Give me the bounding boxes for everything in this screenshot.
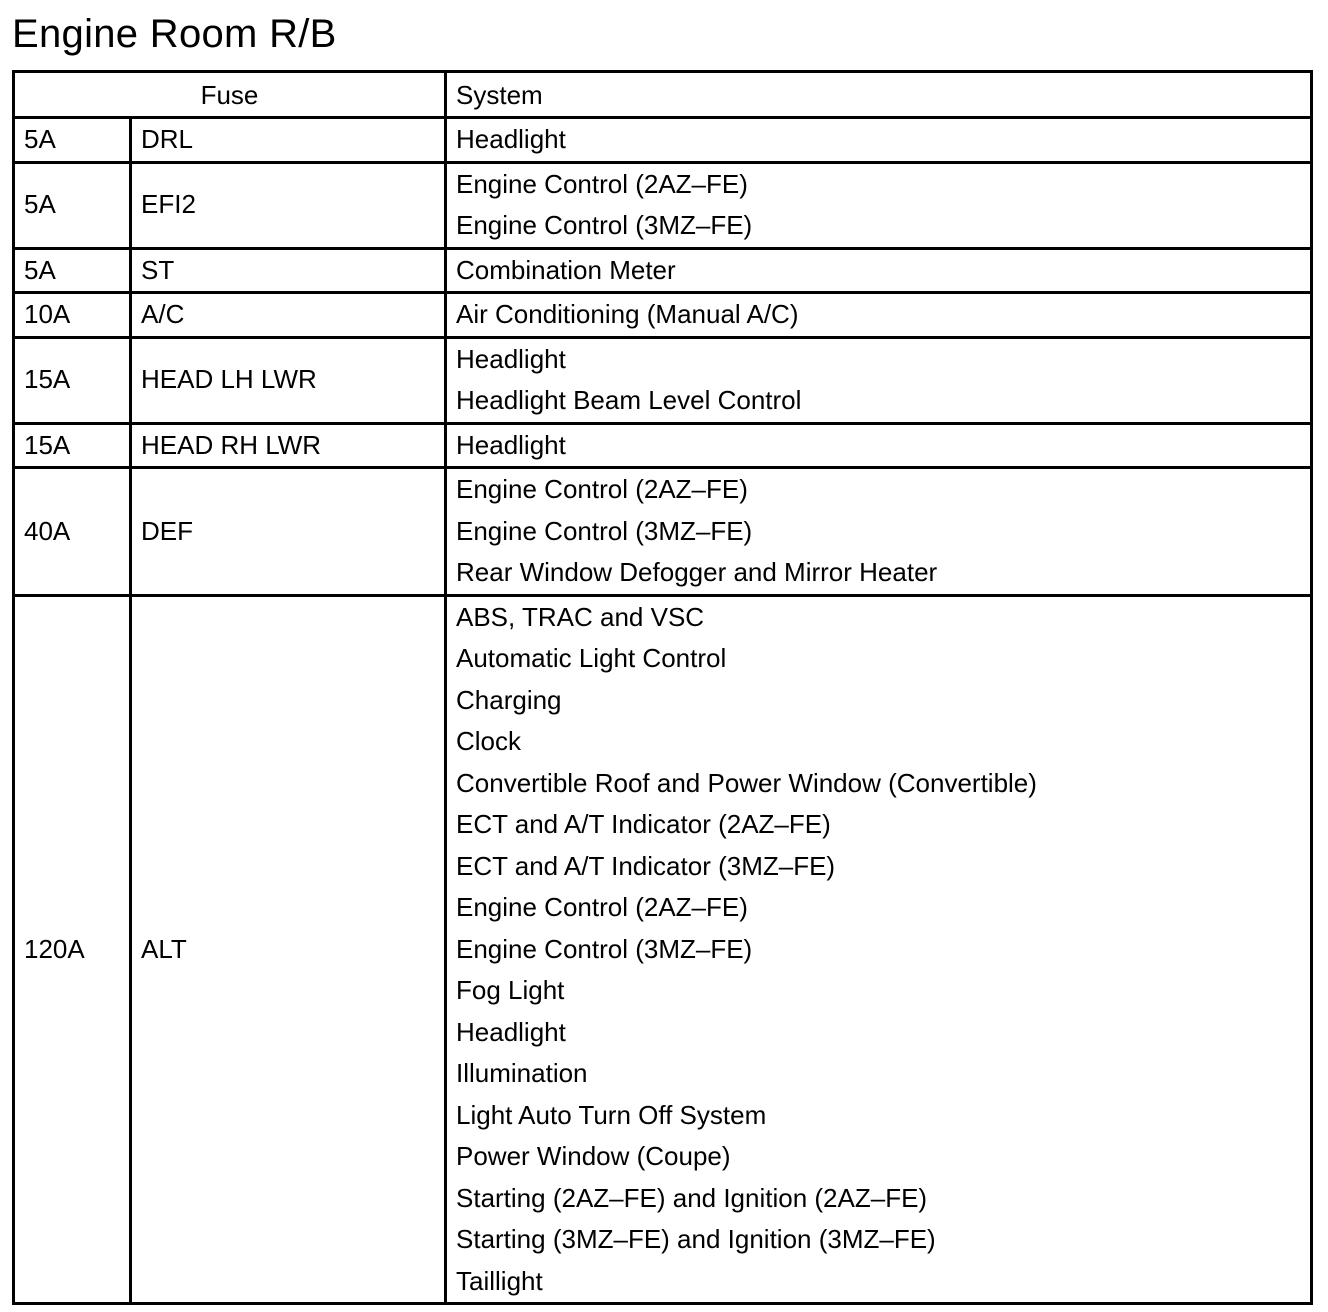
table-header-row xyxy=(14,72,1312,118)
system-item: Engine Control (3MZ–FE) xyxy=(456,210,753,240)
table-row xyxy=(14,337,1312,423)
system-item: Starting (3MZ–FE) and Ignition (3MZ–FE) xyxy=(456,1224,936,1254)
system-item: Clock xyxy=(456,726,522,756)
fuse-name-cell: DRL xyxy=(131,118,446,163)
system-item: Fog Light xyxy=(456,975,565,1005)
column-header-fuse: Fuse xyxy=(14,72,446,118)
column-header-system: System xyxy=(446,72,1312,118)
system-item: Starting (2AZ–FE) and Ignition (2AZ–FE) xyxy=(456,1182,928,1213)
system-item: Engine Control (2AZ–FE) xyxy=(456,474,748,504)
table-row xyxy=(14,423,1312,468)
table-row xyxy=(14,118,1312,163)
table-row xyxy=(14,595,1312,1304)
fuse-amperage-cell: 40A xyxy=(14,468,131,596)
system-item: ECT and A/T Indicator (3MZ–FE) xyxy=(456,850,836,881)
system-item: Headlight xyxy=(456,343,566,374)
fuse-name-cell: EFI2 xyxy=(131,162,446,248)
system-item: Taillight xyxy=(456,1265,543,1296)
system-cell xyxy=(446,423,1312,468)
system-item: Engine Control (2AZ–FE) xyxy=(456,892,748,922)
system-item: Light Auto Turn Off System xyxy=(456,1099,767,1130)
system-cell xyxy=(446,337,1312,423)
system-cell xyxy=(446,118,1312,163)
system-item: Combination Meter xyxy=(456,254,676,285)
fuse-amperage-cell: 5A xyxy=(14,162,131,248)
fuse-amperage-cell: 120A xyxy=(14,595,131,1304)
fuse-name-cell: A/C xyxy=(131,293,446,338)
fuse-amperage-cell: 15A xyxy=(14,423,131,468)
fuse-name-cell: HEAD LH LWR xyxy=(131,337,446,423)
fuse-amperage-cell: 15A xyxy=(14,337,131,423)
system-item: Engine Control (2AZ–FE) xyxy=(456,168,748,199)
table-row xyxy=(14,248,1312,293)
table-row xyxy=(14,162,1312,248)
system-item: Illumination xyxy=(456,1058,588,1088)
table-row xyxy=(14,468,1312,596)
system-cell xyxy=(446,162,1312,248)
system-item: Air Conditioning (Manual A/C) xyxy=(456,299,799,329)
fuse-amperage-cell: 10A xyxy=(14,293,131,338)
table-body xyxy=(14,118,1312,1304)
table-row xyxy=(14,293,1312,338)
system-item: Headlight Beam Level Control xyxy=(456,385,802,415)
system-item: ECT and A/T Indicator (2AZ–FE) xyxy=(456,809,831,839)
system-item: Convertible Roof and Power Window (Convertible) xyxy=(456,767,1037,798)
fuse-name-cell: HEAD RH LWR xyxy=(131,423,446,468)
system-item: Headlight xyxy=(456,124,566,154)
system-cell xyxy=(446,248,1312,293)
fuse-amperage-cell: 5A xyxy=(14,118,131,163)
page-title: Engine Room R/B xyxy=(12,12,337,56)
fuse-name-cell: ALT xyxy=(131,595,446,1304)
system-item: Power Window (Coupe) xyxy=(456,1141,731,1171)
fuse-name-cell: DEF xyxy=(131,468,446,596)
fuse-table xyxy=(12,70,1313,1305)
system-cell xyxy=(446,293,1312,338)
system-item: Charging xyxy=(456,684,562,715)
system-item: ABS, TRAC and VSC xyxy=(456,601,705,632)
system-item: Automatic Light Control xyxy=(456,643,727,673)
system-cell xyxy=(446,468,1312,596)
system-item: Headlight xyxy=(456,1016,566,1047)
system-item: Rear Window Defogger and Mirror Heater xyxy=(456,557,938,587)
system-item: Headlight xyxy=(456,429,566,460)
fuse-amperage-cell: 5A xyxy=(14,248,131,293)
system-item: Engine Control (3MZ–FE) xyxy=(456,515,753,546)
system-cell xyxy=(446,595,1312,1304)
fuse-name-cell: ST xyxy=(131,248,446,293)
system-item: Engine Control (3MZ–FE) xyxy=(456,933,753,964)
